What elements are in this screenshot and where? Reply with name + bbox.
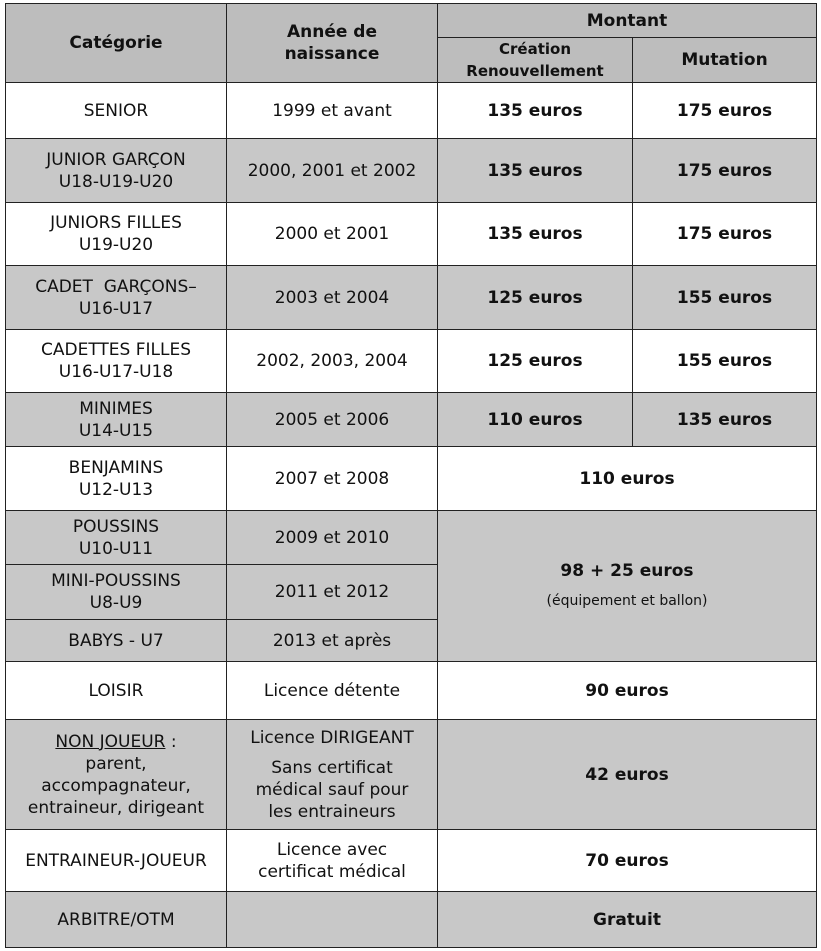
birth-cell: 2000 et 2001 (227, 203, 438, 266)
birth-cell: 2002, 2003, 2004 (227, 330, 438, 393)
category-cell: CADETTES FILLES U16-U17-U18 (6, 330, 227, 393)
table-row (6, 330, 817, 393)
category-cell: JUNIORS FILLES U19-U20 (6, 203, 227, 266)
mutation-cell: 175 euros (633, 203, 817, 266)
amount-cell: 42 euros (438, 720, 817, 830)
amount-cell: 70 euros (438, 830, 817, 892)
category-cell: POUSSINS U10-U11 (6, 511, 227, 565)
table-row (6, 203, 817, 266)
creation-cell: 135 euros (438, 203, 633, 266)
header-row-1 (6, 4, 817, 38)
creation-cell: 125 euros (438, 330, 633, 393)
table-row (6, 266, 817, 330)
mutation-cell: 175 euros (633, 83, 817, 139)
creation-cell: 135 euros (438, 139, 633, 203)
mutation-cell: 135 euros (633, 393, 817, 447)
amount-cell: Gratuit (438, 892, 817, 948)
category-cell: ENTRAINEUR-JOUEUR (6, 830, 227, 892)
amount-cell: 110 euros (438, 447, 817, 511)
birth-cell (227, 892, 438, 948)
category-cell: LOISIR (6, 662, 227, 720)
category-cell: JUNIOR GARÇON U18-U19-U20 (6, 139, 227, 203)
category-cell: BABYS - U7 (6, 620, 227, 662)
creation-cell: 135 euros (438, 83, 633, 139)
table-row (6, 393, 817, 447)
category-cell: SENIOR (6, 83, 227, 139)
header-category: Catégorie (6, 4, 227, 83)
mutation-cell: 175 euros (633, 139, 817, 203)
non-joueur-label: NON JOUEUR (55, 731, 166, 752)
license-fees-table (5, 3, 817, 948)
birth-cell: 2000, 2001 et 2002 (227, 139, 438, 203)
birth-cell: 2007 et 2008 (227, 447, 438, 511)
category-cell: CADET GARÇONS– U16-U17 (6, 266, 227, 330)
mutation-cell: 155 euros (633, 266, 817, 330)
birth-cell: Licence avec certificat médical (227, 830, 438, 892)
table-row (6, 447, 817, 511)
birth-cell: 2003 et 2004 (227, 266, 438, 330)
birth-cell: Licence détente (227, 662, 438, 720)
young-group-note: (équipement et ballon) (546, 593, 708, 609)
table-row (6, 139, 817, 203)
birth-cell: 2005 et 2006 (227, 393, 438, 447)
header-mutation: Mutation (633, 38, 817, 83)
creation-cell: 110 euros (438, 393, 633, 447)
header-creation: Création Renouvellement (438, 38, 633, 83)
birth-cell: 1999 et avant (227, 83, 438, 139)
amount-cell: 90 euros (438, 662, 817, 720)
young-group-amount: 98 + 25 euros (560, 561, 694, 581)
category-cell: MINIMES U14-U15 (6, 393, 227, 447)
category-cell: MINI-POUSSINS U8-U9 (6, 565, 227, 620)
header-birth-year: Année de naissance (227, 4, 438, 83)
category-cell: ARBITRE/OTM (6, 892, 227, 948)
mutation-cell: 155 euros (633, 330, 817, 393)
birth-cell: 2009 et 2010 (227, 511, 438, 565)
table-row (6, 511, 817, 565)
header-amount: Montant (438, 4, 817, 38)
table-row (6, 892, 817, 948)
creation-cell: 125 euros (438, 266, 633, 330)
birth-cell: 2013 et après (227, 620, 438, 662)
category-cell: NON JOUEUR : parent, accompagnateur, entraineur, dirigeant (6, 720, 227, 830)
young-group-amount-cell (438, 511, 817, 662)
table-row (6, 83, 817, 139)
table-row (6, 720, 817, 830)
table-row (6, 662, 817, 720)
category-cell: BENJAMINS U12-U13 (6, 447, 227, 511)
birth-cell: 2011 et 2012 (227, 565, 438, 620)
birth-cell: Licence DIRIGEANT Sans certificat médical sauf pour les entraineurs (227, 720, 438, 830)
table-row (6, 830, 817, 892)
